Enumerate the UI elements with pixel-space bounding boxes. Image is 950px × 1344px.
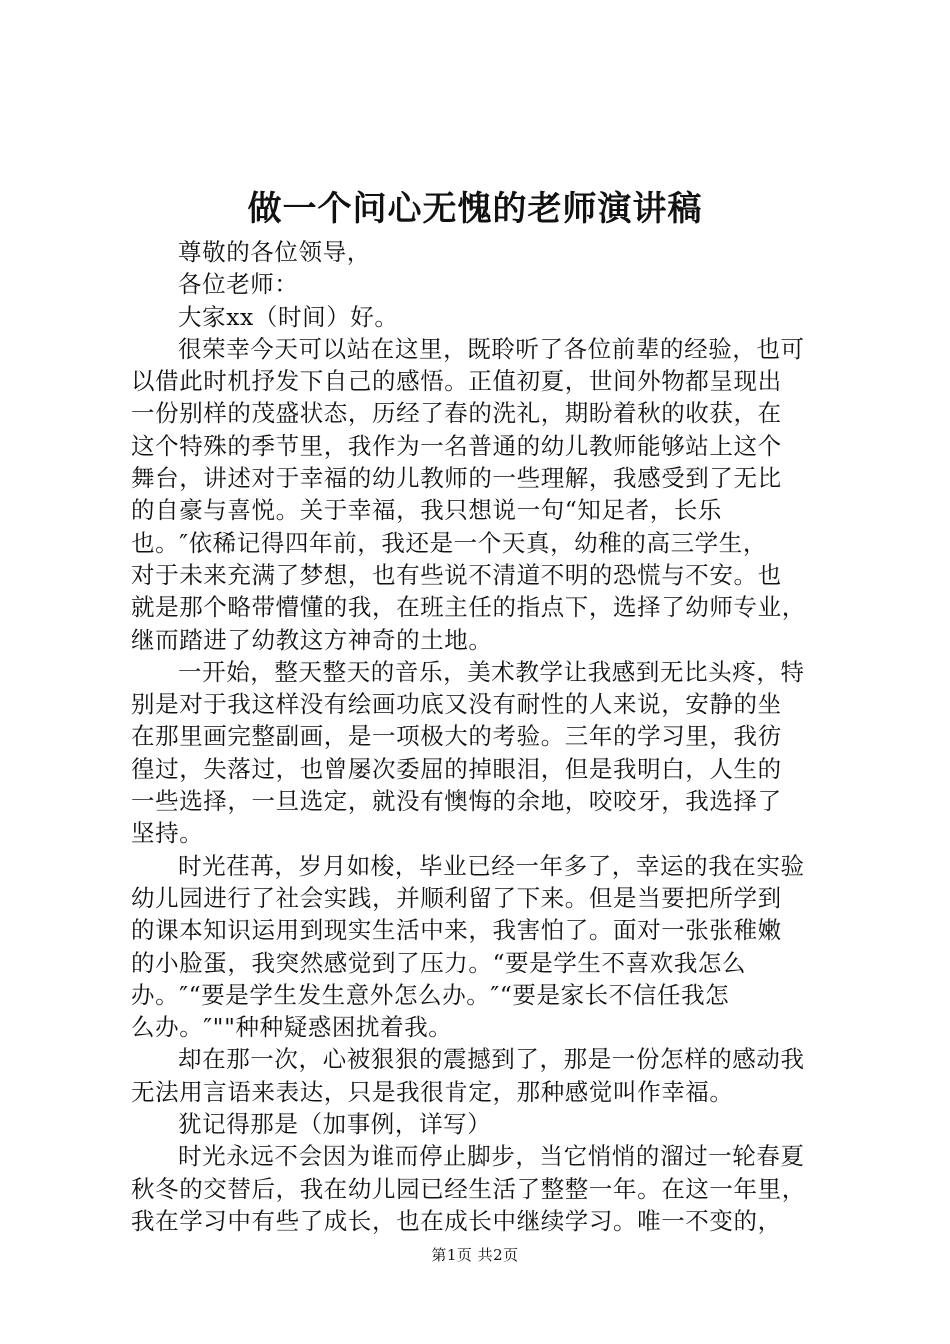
- text-line: 徨过，失落过，也曾屡次委屈的掉眼泪，但是我明白，人生的: [131, 754, 782, 783]
- text-line: 的课本知识运用到现实生活中来，我害怕了。面对一张张稚嫩: [131, 916, 782, 945]
- text-line: 对于未来充满了梦想，也有些说不清道不明的恐慌与不安。也: [131, 560, 782, 589]
- text-line: 继而踏进了幼教这方神奇的土地。: [131, 625, 493, 654]
- text-line: 一份别样的茂盛状态，历经了春的洗礼，期盼着秋的收获，在: [131, 399, 782, 428]
- text-line: 坚持。: [131, 819, 204, 848]
- text-line: 也。″依稀记得四年前，我还是一个天真，幼稚的高三学生，: [131, 528, 767, 557]
- text-line: 以借此时机抒发下自己的感悟。正值初夏，世间外物都呈现出: [131, 367, 782, 396]
- text-line: 舞台，讲述对于幸福的幼儿教师的一些理解，我感受到了无比: [131, 464, 782, 493]
- text-line: 别是对于我这样没有绘画功底又没有耐性的人来说，安静的坐: [131, 690, 782, 719]
- text-line: 的自豪与喜悦。关于幸福，我只想说一句“知足者，长乐: [131, 496, 723, 525]
- text-line: 大家xx（时间）好。: [178, 302, 399, 331]
- text-line: 么办。″""种种疑惑困扰着我。: [131, 1013, 453, 1042]
- text-line: 时光永远不会因为谁而停止脚步，当它悄悄的溜过一轮春夏: [178, 1142, 805, 1171]
- text-line: 各位老师：: [178, 270, 299, 299]
- document-title: 做一个问心无愧的老师演讲稿: [247, 189, 703, 229]
- text-line: 一些选择，一旦选定，就没有懊悔的余地，咬咬牙，我选择了: [131, 787, 782, 816]
- text-line: 在那里画完整副画，是一项极大的考验。三年的学习里，我彷: [131, 722, 782, 751]
- text-line: 一开始，整天整天的音乐，美术教学让我感到无比头疼，特: [178, 657, 805, 686]
- text-line: 幼儿园进行了社会实践，并顺利留了下来。但是当要把所学到: [131, 883, 782, 912]
- text-line: 犹记得那是（加事例，详写）: [178, 1110, 492, 1139]
- text-line: 很荣幸今天可以站在这里，既聆听了各位前辈的经验，也可: [178, 334, 805, 363]
- text-line: 却在那一次，心被狠狠的震撼到了，那是一份怎样的感动我: [178, 1045, 805, 1074]
- text-line: 就是那个略带懵懂的我，在班主任的指点下，选择了幼师专业，: [131, 593, 806, 622]
- text-line: 尊敬的各位领导，: [178, 238, 371, 266]
- text-line: 无法用言语来表达，只是我很肯定，那种感觉叫作幸福。: [131, 1077, 734, 1106]
- text-line: 的小脸蛋，我突然感觉到了压力。“要是学生不喜欢我怎么: [131, 948, 747, 977]
- text-line: 秋冬的交替后，我在幼儿园已经生活了整整一年。在这一年里，: [131, 1174, 806, 1203]
- text-line: 这个特殊的季节里，我作为一名普通的幼儿教师能够站上这个: [131, 431, 782, 460]
- text-line: 办。″“要是学生发生意外怎么办。″“要是家长不信任我怎: [131, 980, 730, 1009]
- text-line: 时光荏苒，岁月如梭，毕业已经一年多了，幸运的我在实验: [178, 851, 805, 880]
- page-footer: 第1页 共2页: [431, 1246, 519, 1264]
- document-body: [131, 236, 853, 1237]
- text-line: 我在学习中有些了成长，也在成长中继续学习。唯一不变的，: [131, 1206, 782, 1235]
